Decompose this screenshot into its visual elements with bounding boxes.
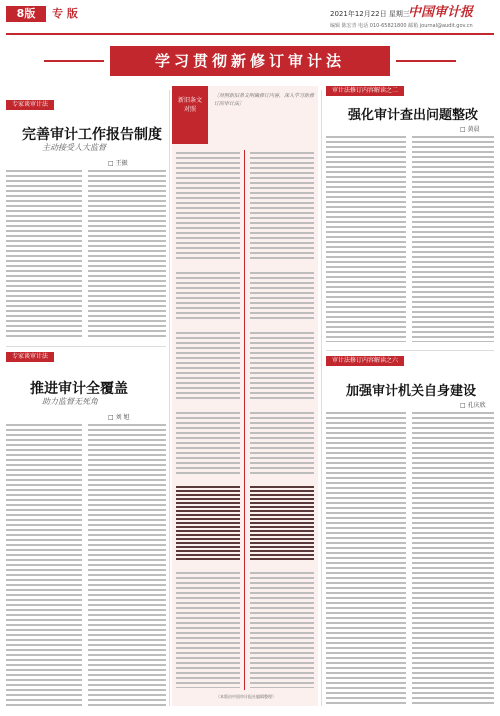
new-clause — [250, 332, 314, 402]
article-author: □ 王振 — [108, 160, 128, 167]
article-body — [6, 424, 82, 706]
article-body — [326, 412, 406, 706]
divider — [169, 90, 170, 706]
article-tag: 专家谈审计法 — [6, 100, 54, 110]
article-body — [412, 412, 494, 706]
article-body — [88, 424, 166, 706]
article-tag: 审计法修订内容解读之六 — [326, 356, 404, 366]
comparison-fold — [172, 86, 208, 144]
article-body — [88, 170, 166, 338]
divider — [326, 350, 494, 351]
old-clause — [176, 272, 240, 322]
old-clause-highlight — [176, 486, 240, 560]
article-author: □ 刘 旭 — [108, 414, 130, 421]
section-name: 专 版 — [52, 7, 78, 20]
divider — [321, 90, 322, 706]
new-clause — [250, 152, 314, 262]
newspaper-logo: 中国审计报 — [408, 5, 474, 20]
page-banner — [110, 46, 390, 76]
compilation-note: （本版由中国审计报社编辑整理） — [216, 694, 276, 699]
article-headline: 完善审计工作报告制度 — [22, 127, 162, 143]
article-headline: 强化审计查出问题整改 — [348, 108, 479, 123]
header-rule — [6, 33, 494, 35]
article-author: □ 孔庆欣 — [460, 402, 486, 409]
editor-line: 编辑 陈宏青 电话 010-65821800 邮箱 journal@audit.gov.cn — [330, 23, 473, 29]
article-author: □ 黄晨 — [460, 126, 480, 133]
new-clause — [250, 272, 314, 322]
article-tag: 专家谈审计法 — [6, 352, 54, 362]
article-subhead: 助力监督无死角 — [42, 397, 98, 406]
old-clause — [176, 572, 240, 688]
article-body — [326, 136, 406, 342]
new-clause-highlight — [250, 486, 314, 560]
old-clause — [176, 412, 240, 476]
article-subhead: 主动接受人大监督 — [42, 143, 106, 152]
comparison-quote: 〔对照新旧条文明确修订内容，深入学习新修订的审计法〕 — [214, 93, 315, 107]
issue-date: 2021年12月22日 星期三 — [330, 10, 410, 18]
page-number-badge: 8版 — [6, 6, 46, 22]
article-tag: 审计法修订内容解读之二 — [326, 86, 404, 96]
old-clause — [176, 152, 240, 262]
new-clause — [250, 572, 314, 688]
banner-title: 学习贯彻新修订审计法 — [154, 52, 345, 70]
page-header — [0, 0, 500, 40]
article-body — [412, 136, 494, 342]
divider — [6, 346, 166, 347]
article-headline: 推进审计全覆盖 — [30, 381, 128, 397]
article-headline: 加强审计机关自身建设 — [346, 384, 477, 399]
new-clause — [250, 412, 314, 476]
comparison-label: 新旧条文对照 — [177, 97, 202, 113]
old-clause — [176, 332, 240, 402]
article-body — [6, 170, 82, 338]
center-line — [244, 150, 245, 690]
